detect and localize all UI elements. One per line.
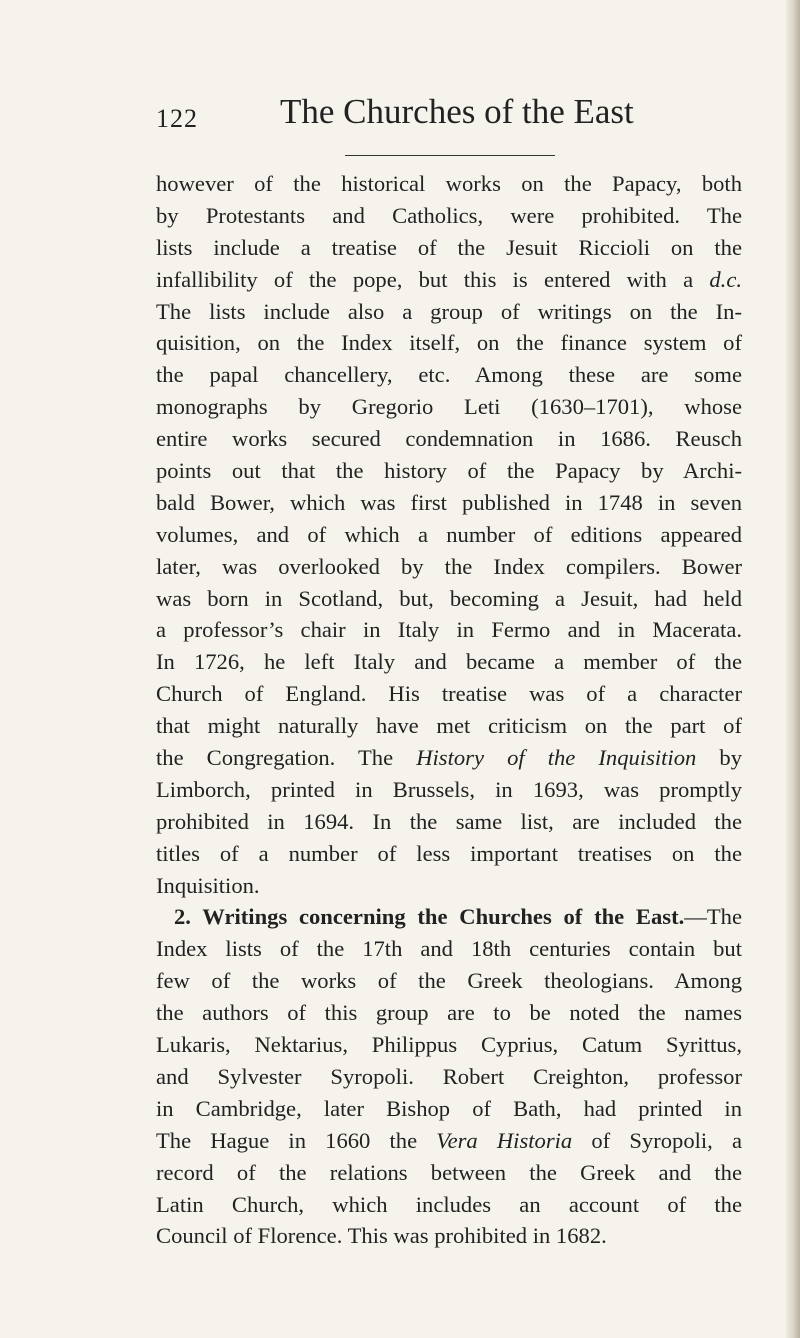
page-header (156, 92, 736, 138)
text-span: —The (684, 904, 742, 930)
text-line: In 1726, he left Italy and became a member of the (156, 649, 742, 675)
text-line: however of the historical works on the Papacy, both (156, 171, 742, 196)
text-line: that might naturally have met criticism on the part of (156, 713, 742, 739)
text-line: Index lists of the 17th and 18th centuries contain but (156, 936, 742, 962)
text-line: in Cambridge, later Bishop of Bath, had printed in (156, 1095, 742, 1121)
text-line (156, 264, 742, 296)
text-line: The lists include also a group of writings on the In- (156, 298, 742, 324)
page-edge-shadow (786, 0, 800, 1338)
paragraph (156, 168, 742, 901)
text-line: Latin Church, which includes an account of the (156, 1191, 742, 1217)
text-line: Lukaris, Nektarius, Philippus Cyprius, Catum Syrittus, (156, 1032, 742, 1058)
italic-abbreviation: d.c. (709, 266, 742, 292)
running-title: The Churches of the East (280, 92, 634, 131)
text-line: lists include a treatise of the Jesuit Riccioli on the (156, 234, 742, 260)
body-text (156, 168, 742, 1252)
italic-book-title: Vera Historia (436, 1127, 573, 1153)
text-line (156, 901, 742, 933)
text-line: Limborch, printed in Brussels, in 1693, was promptly (156, 776, 742, 802)
header-rule (345, 155, 555, 156)
text-line: the papal chancellery, etc. Among these are some (156, 362, 742, 388)
text-line: Council of Florence. This was prohibited in 1682. (156, 1223, 607, 1249)
text-line: quisition, on the Index itself, on the finance system of (156, 330, 742, 356)
text-line: record of the relations between the Greek and the (156, 1159, 742, 1185)
text-line: a professor’s chair in Italy in Fermo and in Macerata. (156, 617, 742, 643)
text-span: of Syropoli, a (572, 1127, 743, 1153)
section-heading: 2. Writings concerning the Churches of the East. (174, 904, 685, 930)
text-line: and Sylvester Syropoli. Robert Creighton, professor (156, 1063, 742, 1089)
text-line: Church of England. His treatise was of a character (156, 681, 742, 707)
text-line: bald Bower, which was first published in 1748 in seven (156, 489, 742, 515)
text-span: the Congregation. The (156, 745, 417, 771)
text-span: infallibility of the pope, but this is entered with a (156, 266, 710, 292)
text-line: few of the works of the Greek theologians. Among (156, 968, 742, 994)
text-line: was born in Scotland, but, becoming a Jesuit, had held (156, 585, 742, 611)
italic-book-title: History of the Inquisition (416, 745, 697, 771)
text-line (156, 1125, 742, 1157)
text-line: Inquisition. (156, 872, 260, 898)
text-span: The Hague in 1660 the (156, 1127, 437, 1153)
text-line: titles of a number of less important treatises on the (156, 840, 742, 866)
text-line: later, was overlooked by the Index compilers. Bower (156, 553, 742, 579)
text-line: volumes, and of which a number of editions appeared (156, 521, 742, 547)
text-line: points out that the history of the Papacy by Archi- (156, 458, 742, 484)
text-line (156, 742, 742, 774)
text-line: by Protestants and Catholics, were prohibited. The (156, 202, 742, 228)
page-number: 122 (156, 104, 198, 133)
text-line: the authors of this group are to be noted the names (156, 1000, 742, 1026)
paragraph (156, 901, 742, 1252)
text-line: entire works secured condemnation in 1686. Reusch (156, 426, 742, 452)
text-line: prohibited in 1694. In the same list, are included the (156, 808, 742, 834)
text-span: by (696, 745, 742, 771)
text-line: monographs by Gregorio Leti (1630–1701), whose (156, 394, 742, 420)
